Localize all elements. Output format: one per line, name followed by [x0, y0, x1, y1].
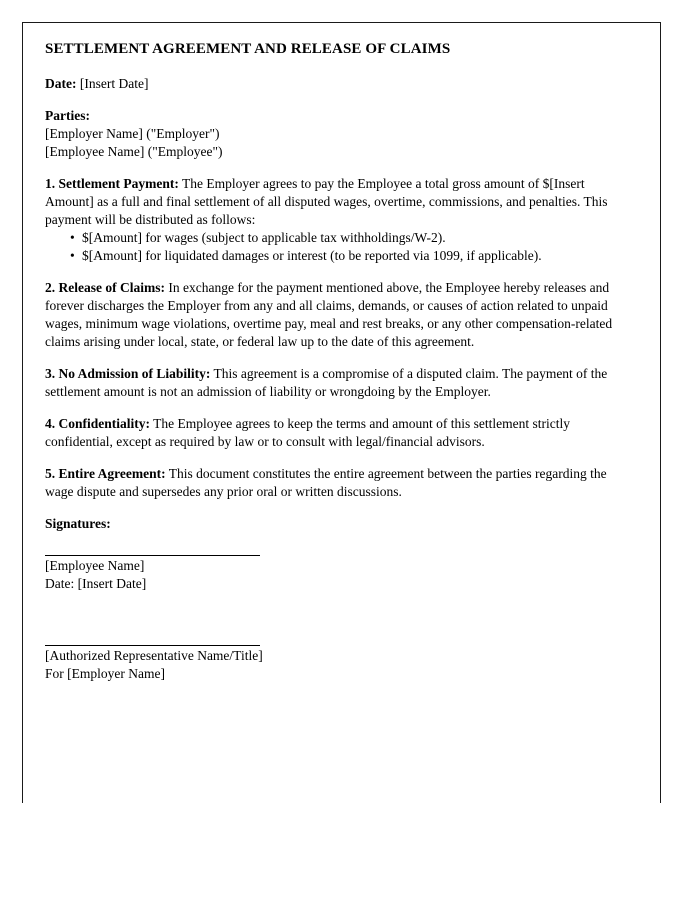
parties-employer-line: [Employer Name] ("Employer")	[45, 126, 220, 141]
employer-signature-line[interactable]	[45, 645, 260, 646]
page-title: SETTLEMENT AGREEMENT AND RELEASE OF CLAIMS	[45, 41, 451, 57]
section-settlement-payment	[45, 175, 630, 229]
employer-company-placeholder: For [Employer Name]	[45, 666, 165, 681]
employee-signature-line[interactable]	[45, 555, 260, 556]
section-entire-agreement	[45, 465, 630, 501]
date-line	[45, 75, 630, 93]
section-release-of-claims	[45, 279, 630, 351]
payment-distribution-list	[45, 229, 630, 265]
employee-name-placeholder: [Employee Name]	[45, 558, 145, 573]
section-1-body: The Employer agrees to pay the Employee a total gross amount of $[Insert Amount] as a full and final settlement of all disputed wages, overtime, commissions, and penalties. This payment will be distributed as follows:	[45, 176, 608, 227]
section-5-body: This document constitutes the entire agreement between the parties regarding the wage dispute and supersedes any prior oral or written discussions.	[45, 466, 607, 499]
section-no-admission-of-liability	[45, 365, 630, 401]
section-5-heading: 5. Entire Agreement:	[45, 466, 166, 481]
section-2-heading: 2. Release of Claims:	[45, 280, 165, 295]
list-item	[45, 247, 630, 265]
parties-block	[45, 107, 630, 161]
list-item-label: $[Amount] for liquidated damages or interest (to be reported via 1099, if applicable).	[82, 248, 542, 263]
section-confidentiality	[45, 415, 630, 451]
date-value: [Insert Date]	[79, 76, 149, 91]
employee-date-placeholder: Date: [Insert Date]	[45, 576, 147, 591]
section-2-body: In exchange for the payment mentioned above, the Employee hereby releases and forever discharges the Employer from any and all claims, demands, or causes of action related to unpaid wages, minimum wage violations, overtime pay, meal and rest breaks, or any other compensation-related claims arising under local, state, or federal law up to the date of this agreement.	[45, 280, 613, 349]
list-item	[45, 229, 630, 247]
employer-representative-placeholder: [Authorized Representative Name/Title]	[45, 648, 263, 663]
list-item-label: $[Amount] for wages (subject to applicable tax withholdings/W-2).	[82, 230, 446, 245]
section-4-heading: 4. Confidentiality:	[45, 416, 151, 431]
section-4-body: The Employee agrees to keep the terms and amount of this settlement strictly confidential, except as required by law or to consult with legal/financial advisors.	[45, 416, 571, 449]
employee-signature-block	[45, 555, 630, 593]
document-body	[45, 40, 630, 683]
section-3-heading: 3. No Admission of Liability:	[45, 366, 211, 381]
section-3-body: This agreement is a compromise of a disputed claim. The payment of the settlement amount is not an admission of liability or wrongdoing by the Employer.	[45, 366, 608, 399]
parties-employee-line: [Employee Name] ("Employee")	[45, 144, 223, 159]
section-1-heading: 1. Settlement Payment:	[45, 176, 179, 191]
date-label: Date:	[45, 76, 77, 91]
employer-signature-block	[45, 645, 630, 683]
parties-heading: Parties:	[45, 108, 90, 123]
signatures-heading: Signatures:	[45, 516, 111, 531]
